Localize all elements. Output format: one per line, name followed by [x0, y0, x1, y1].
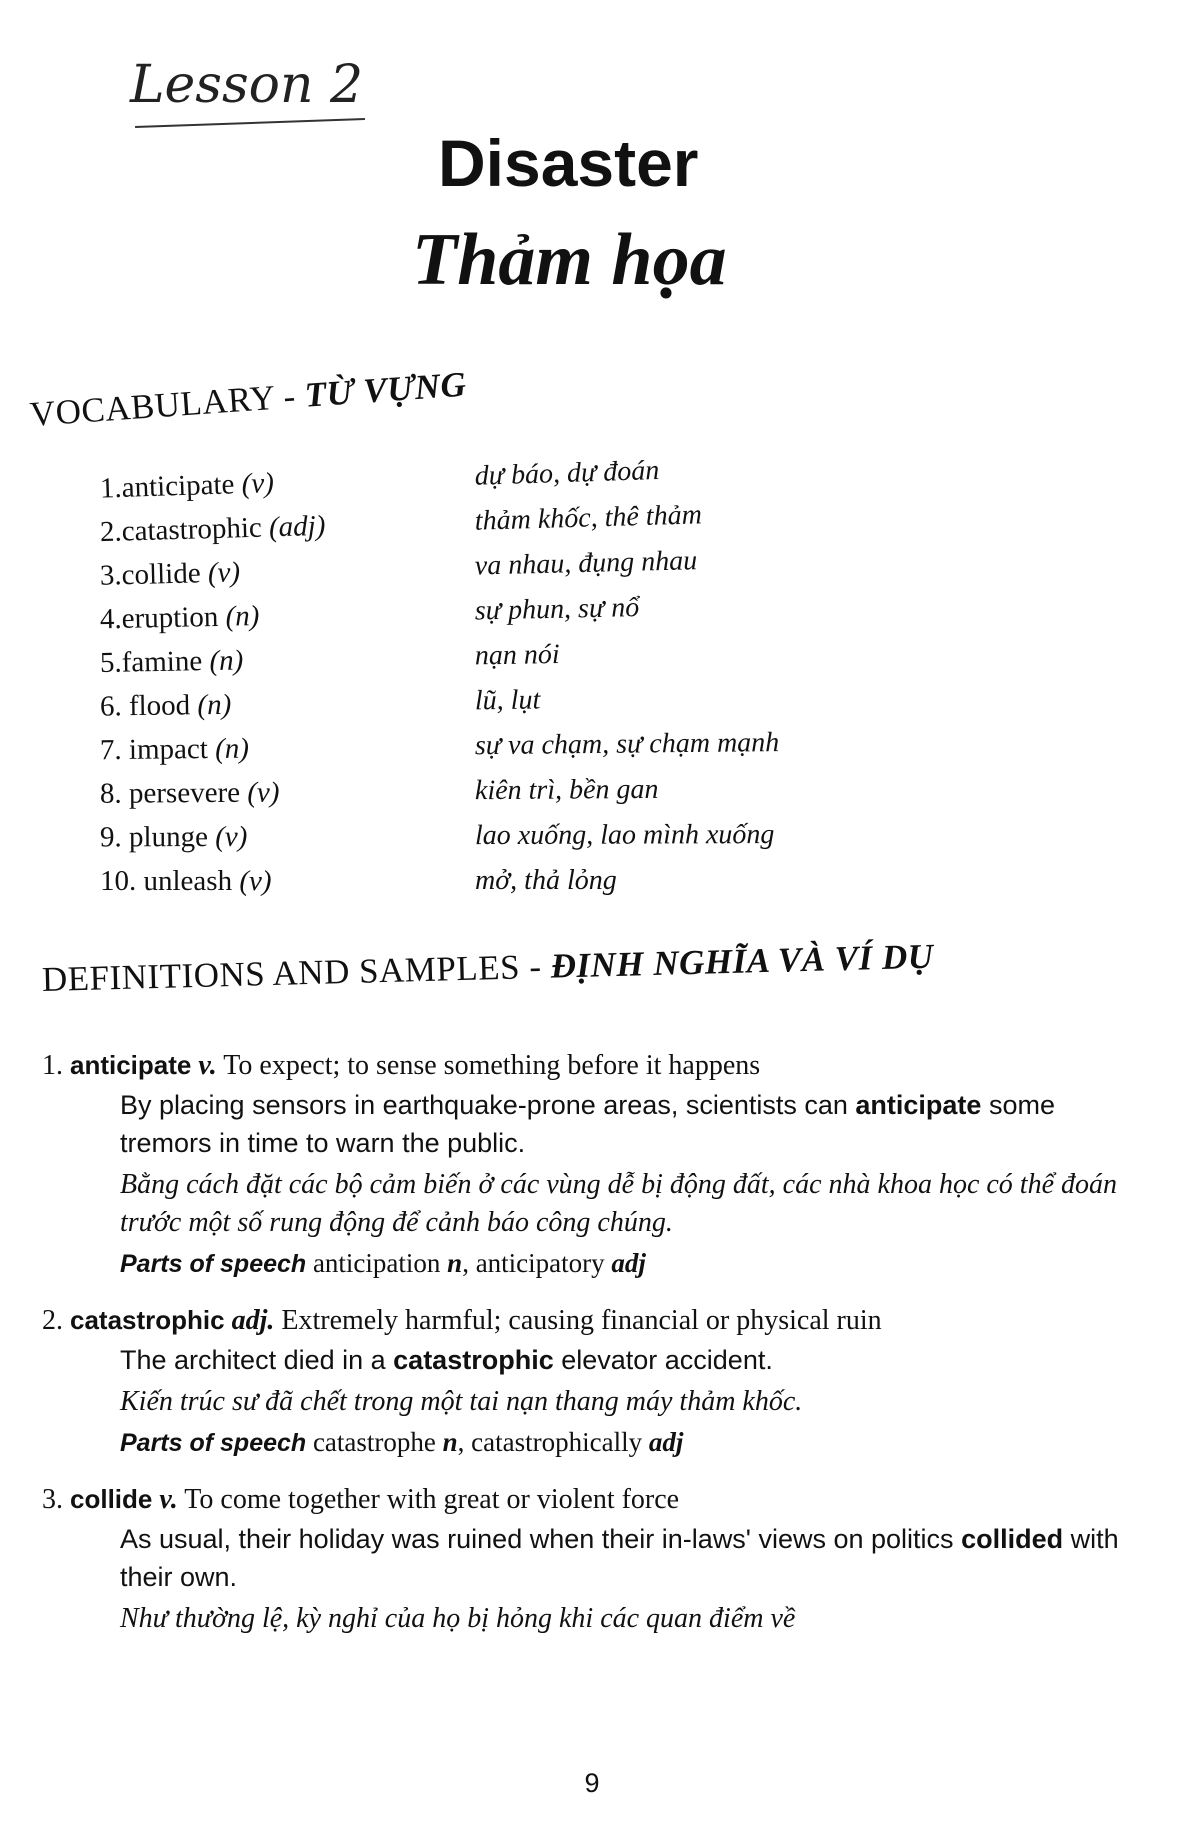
vocabulary-row — [100, 865, 900, 910]
entry-definition: Extremely harmful; causing financial or physical ruin — [281, 1305, 882, 1336]
entry-headline: 3. collide v. To come together with great or violent force — [42, 1484, 680, 1515]
entry-parts-of-speech: Parts of speech anticipation n, anticipatory adj — [120, 1248, 646, 1278]
vocabulary-meaning: dự báo, dự đoán — [474, 454, 660, 492]
entry-example: As usual, their holiday was ruined when their in-laws' views on politics collided with their own. — [120, 1524, 1119, 1592]
entry-example: By placing sensors in earthquake-prone areas, scientists can anticipate some tremors in time to warn the public. — [120, 1090, 1055, 1158]
lesson-title-vietnamese: Thảm họa — [412, 219, 727, 301]
definitions-heading-en: DEFINITIONS AND SAMPLES - — [41, 946, 552, 999]
vocabulary-row — [100, 726, 900, 779]
vocabulary-row — [100, 772, 900, 823]
vocabulary-term: 9. plunge (v) — [99, 820, 248, 854]
lesson-title-english: Disaster — [438, 126, 699, 200]
vocabulary-term: 4.eruption (n) — [99, 600, 260, 636]
definition-entry — [42, 1484, 1152, 1638]
entry-parts-of-speech: Parts of speech catastrophe n, catastrophically adj — [120, 1427, 684, 1457]
vocabulary-meaning: thảm khốc, thê thảm — [474, 499, 703, 537]
vocabulary-heading-en: VOCABULARY - — [28, 375, 307, 434]
vocabulary-heading — [29, 365, 468, 435]
definitions-list — [42, 1050, 1152, 1664]
entry-definition: To expect; to sense something before it happens — [223, 1050, 761, 1081]
entry-word: collide — [70, 1484, 153, 1514]
vocabulary-meaning: lũ, lụt — [474, 684, 541, 717]
entry-pos: v. — [198, 1050, 217, 1081]
definitions-heading — [41, 937, 934, 1000]
definition-entry — [42, 1305, 1152, 1458]
definition-entry — [42, 1050, 1152, 1279]
entry-example: The architect died in a catastrophic elevator accident. — [120, 1345, 773, 1375]
entry-word: catastrophic — [70, 1305, 225, 1335]
lesson-underline — [135, 118, 365, 128]
vocabulary-list — [99, 454, 900, 910]
vocabulary-meaning: lao xuống, lao mình xuống — [474, 819, 775, 852]
vocabulary-meaning: va nhau, đụng nhau — [474, 545, 698, 582]
vocabulary-meaning: kiên trì, bền gan — [474, 773, 659, 807]
entry-definition: To come together with great or violent force — [184, 1484, 680, 1515]
vocabulary-meaning: mở, thả lỏng — [475, 865, 617, 896]
vocabulary-meaning: sự va chạm, sự chạm mạnh — [474, 727, 780, 762]
vocabulary-heading-vi: TỪ VỰNG — [303, 364, 468, 415]
vocabulary-meaning: nạn nói — [474, 638, 560, 672]
entry-translation: Như thường lệ, kỳ nghỉ của họ bị hỏng khi các quan điểm về — [120, 1603, 796, 1634]
vocabulary-term: 7. impact (n) — [99, 732, 250, 767]
vocabulary-term: 8. persevere (v) — [99, 776, 280, 810]
vocabulary-term: 6. flood (n) — [99, 688, 232, 723]
vocabulary-row — [100, 819, 900, 867]
vocabulary-term: 5.famine (n) — [99, 644, 244, 679]
lesson-label: Lesson 2 — [130, 55, 364, 115]
vocabulary-term: 10. unleash (v) — [100, 865, 272, 897]
vocabulary-term: 1.anticipate (v) — [99, 467, 275, 505]
entry-pos: adj. — [231, 1305, 275, 1336]
entry-word: anticipate — [70, 1050, 192, 1080]
vocabulary-term: 3.collide (v) — [99, 556, 241, 592]
entry-headline: 1. anticipate v. To expect; to sense something before it happens — [42, 1050, 761, 1081]
entry-translation: Bằng cách đặt các bộ cảm biến ở các vùng dễ bị động đất, các nhà khoa học có thể đoán trước một số rung động để cảnh báo công chúng. — [120, 1169, 1118, 1238]
vocabulary-meaning: sự phun, sự nổ — [474, 592, 640, 627]
entry-headline: 2. catastrophic adj. Extremely harmful; causing financial or physical ruin — [42, 1305, 882, 1336]
entry-pos: v. — [159, 1484, 178, 1515]
definitions-heading-vi: ĐỊNH NGHĨA VÀ VÍ DỤ — [550, 936, 934, 986]
entry-translation: Kiến trúc sư đã chết trong một tai nạn thang máy thảm khốc. — [120, 1386, 803, 1417]
page-number: 9 — [584, 1768, 600, 1798]
vocabulary-term: 2.catastrophic (adj) — [99, 509, 326, 549]
